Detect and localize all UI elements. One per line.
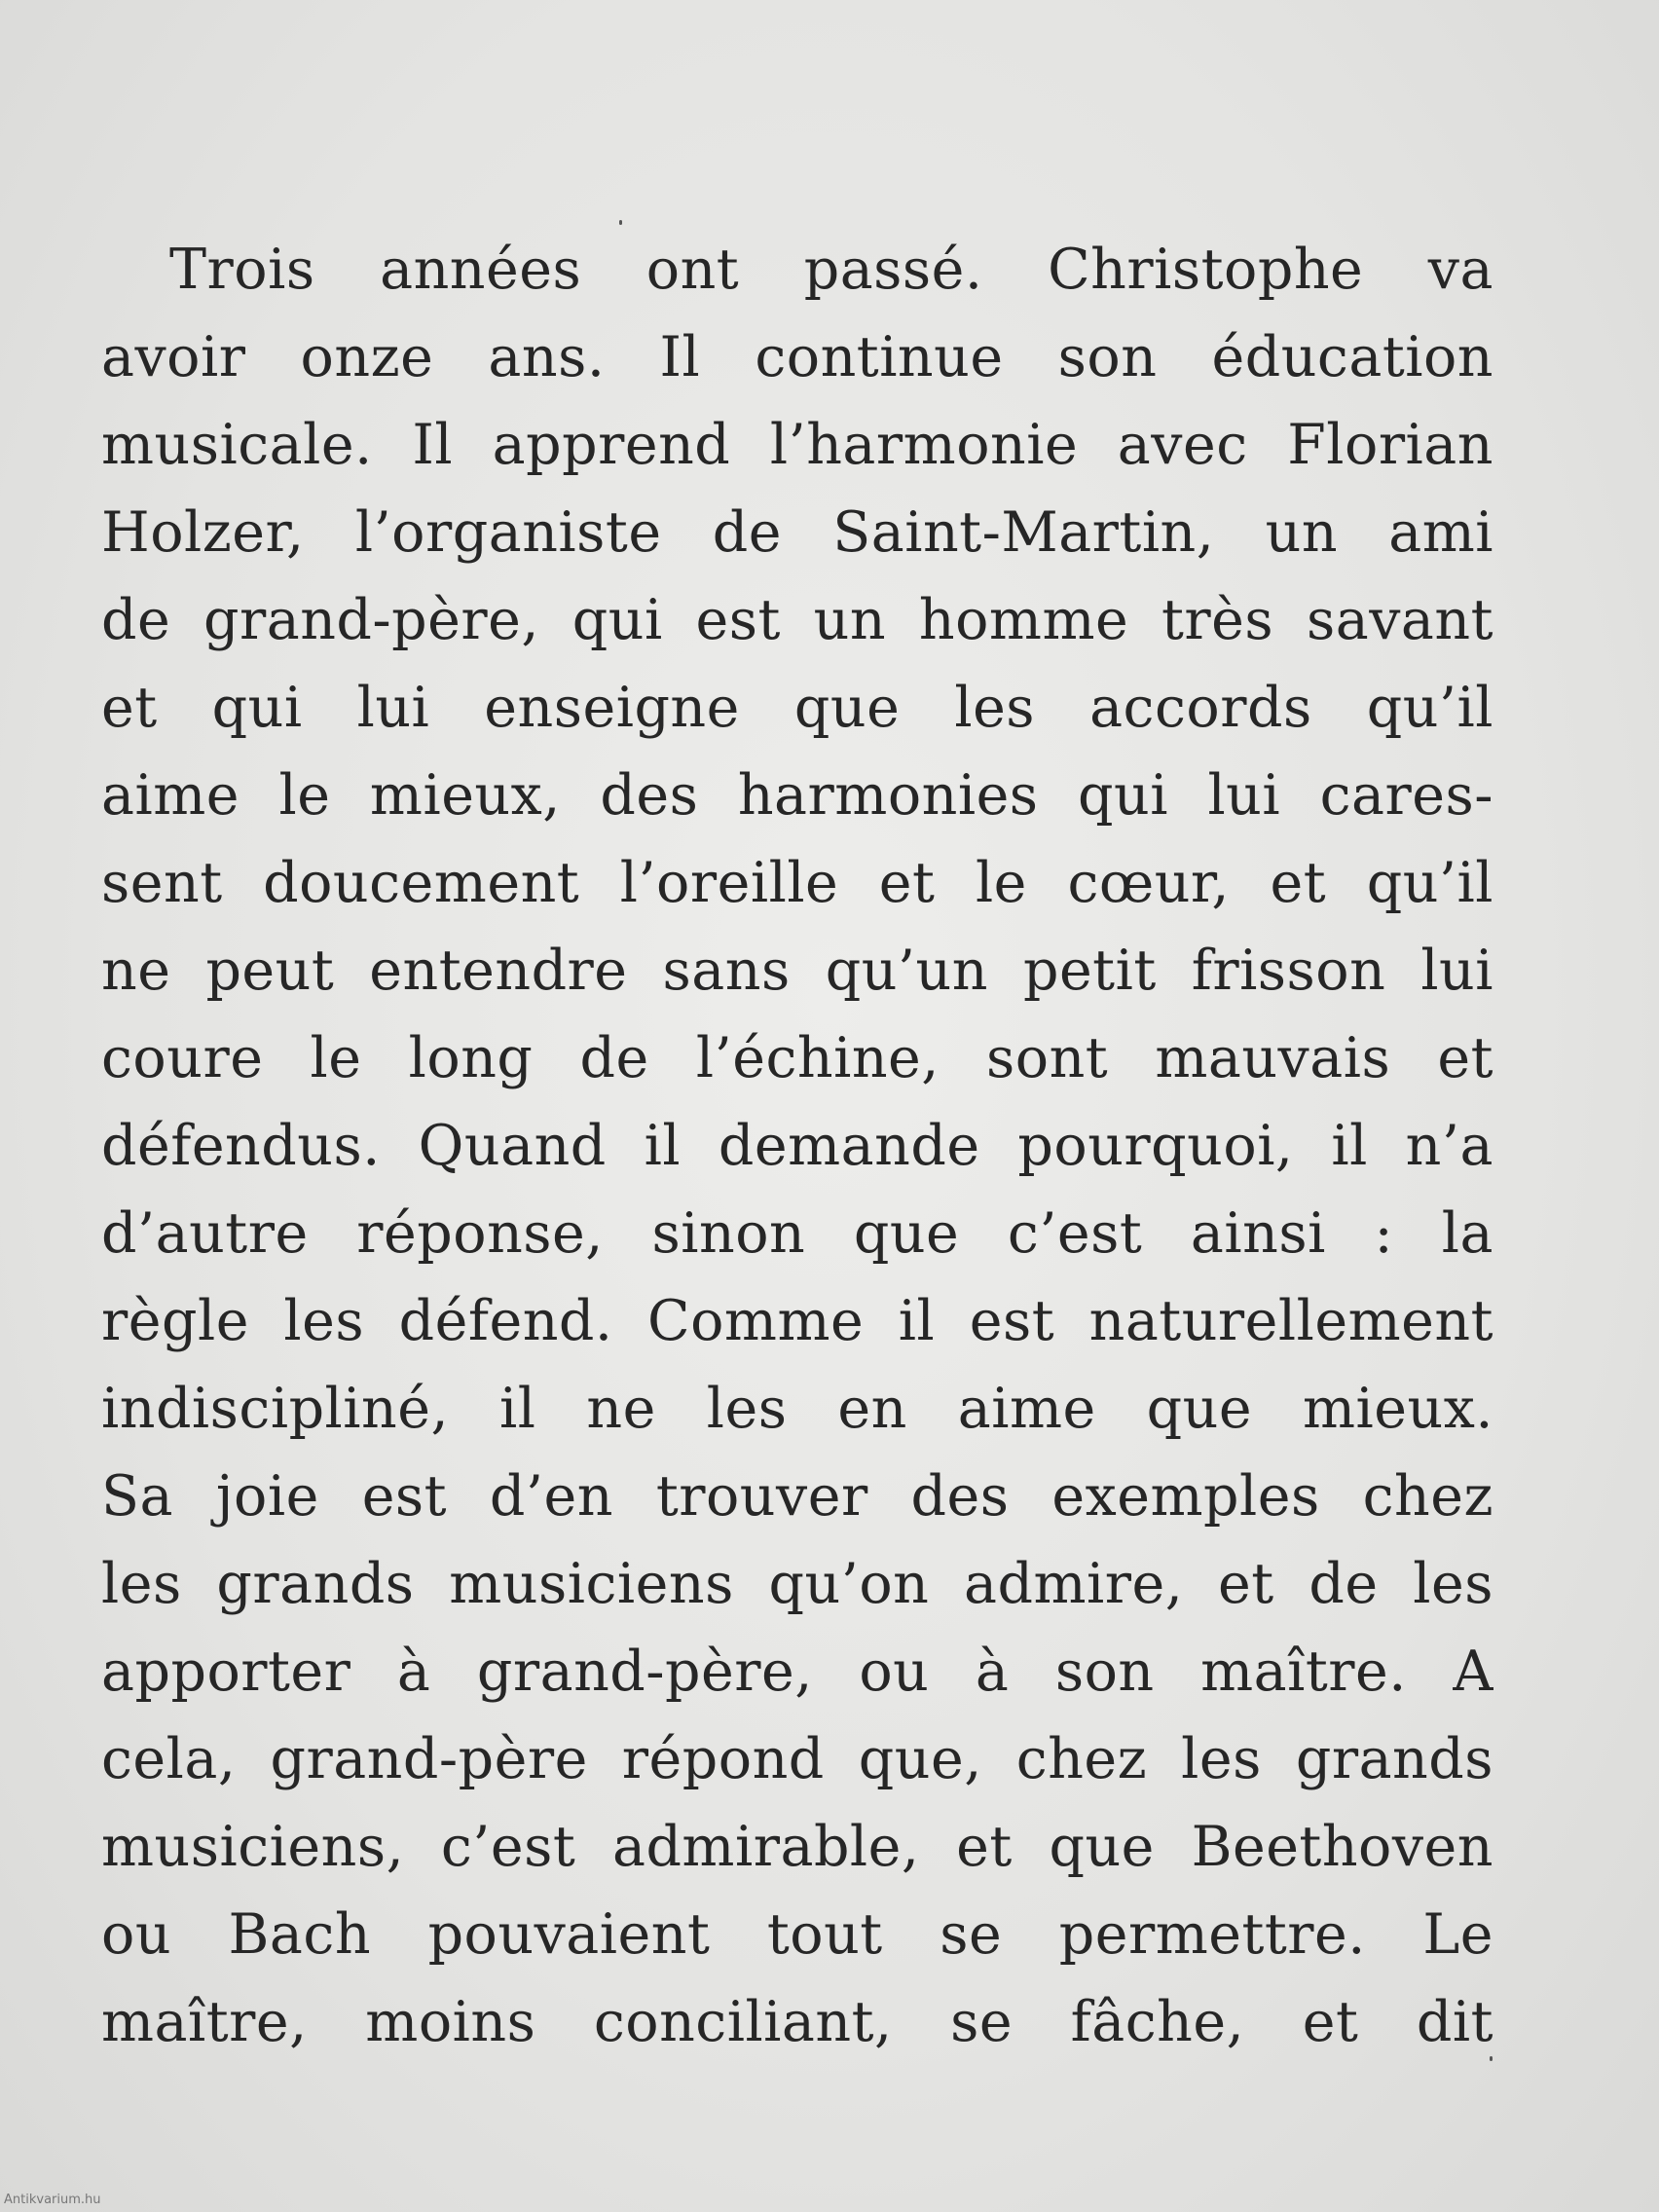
ink-speck-top [619, 220, 622, 225]
text-line-17: apporter à grand-père, ou à son maître. A [101, 1640, 1493, 1704]
text-line-1: Trois années ont passé. Christophe va [169, 238, 1493, 302]
text-line-21: maître, moins conciliant, se fâche, et dit [101, 1990, 1493, 2054]
text-line-16: les grands musiciens qu’on admire, et de les [101, 1552, 1493, 1616]
text-line-11: défendus. Quand il demande pourquoi, il n’a [101, 1114, 1493, 1178]
text-line-4: Holzer, l’organiste de Saint-Martin, un ami [101, 500, 1493, 565]
text-line-9: ne peut entendre sans qu’un petit frisson lui [101, 939, 1493, 1003]
text-line-3: musicale. Il apprend l’harmonie avec Florian [101, 413, 1493, 477]
text-line-12: d’autre réponse, sinon que c’est ainsi : la [101, 1201, 1493, 1266]
text-line-6: et qui lui enseigne que les accords qu’il [101, 676, 1493, 740]
text-line-15: Sa joie est d’en trouver des exemples chez [101, 1464, 1493, 1529]
paragraph-text [101, 226, 1493, 2066]
text-line-14: indiscipliné, il ne les en aime que mieux. [101, 1377, 1493, 1441]
text-line-8: sent doucement l’oreille et le cœur, et qu’il [101, 851, 1493, 915]
text-line-20: ou Bach pouvaient tout se permettre. Le [101, 1902, 1493, 1967]
text-line-10: coure le long de l’échine, sont mauvais et [101, 1026, 1493, 1090]
text-line-18: cela, grand-père répond que, chez les grands [101, 1727, 1493, 1791]
text-line-7: aime le mieux, des harmonies qui lui cares- [101, 763, 1493, 828]
text-line-19: musiciens, c’est admirable, et que Beethoven [101, 1815, 1493, 1879]
watermark: Antikvarium.hu [4, 2193, 101, 2207]
text-line-2: avoir onze ans. Il continue son éducation [101, 325, 1493, 389]
text-line-13: règle les défend. Comme il est naturellement [101, 1289, 1493, 1353]
text-line-5: de grand-père, qui est un homme très savant [101, 588, 1493, 652]
